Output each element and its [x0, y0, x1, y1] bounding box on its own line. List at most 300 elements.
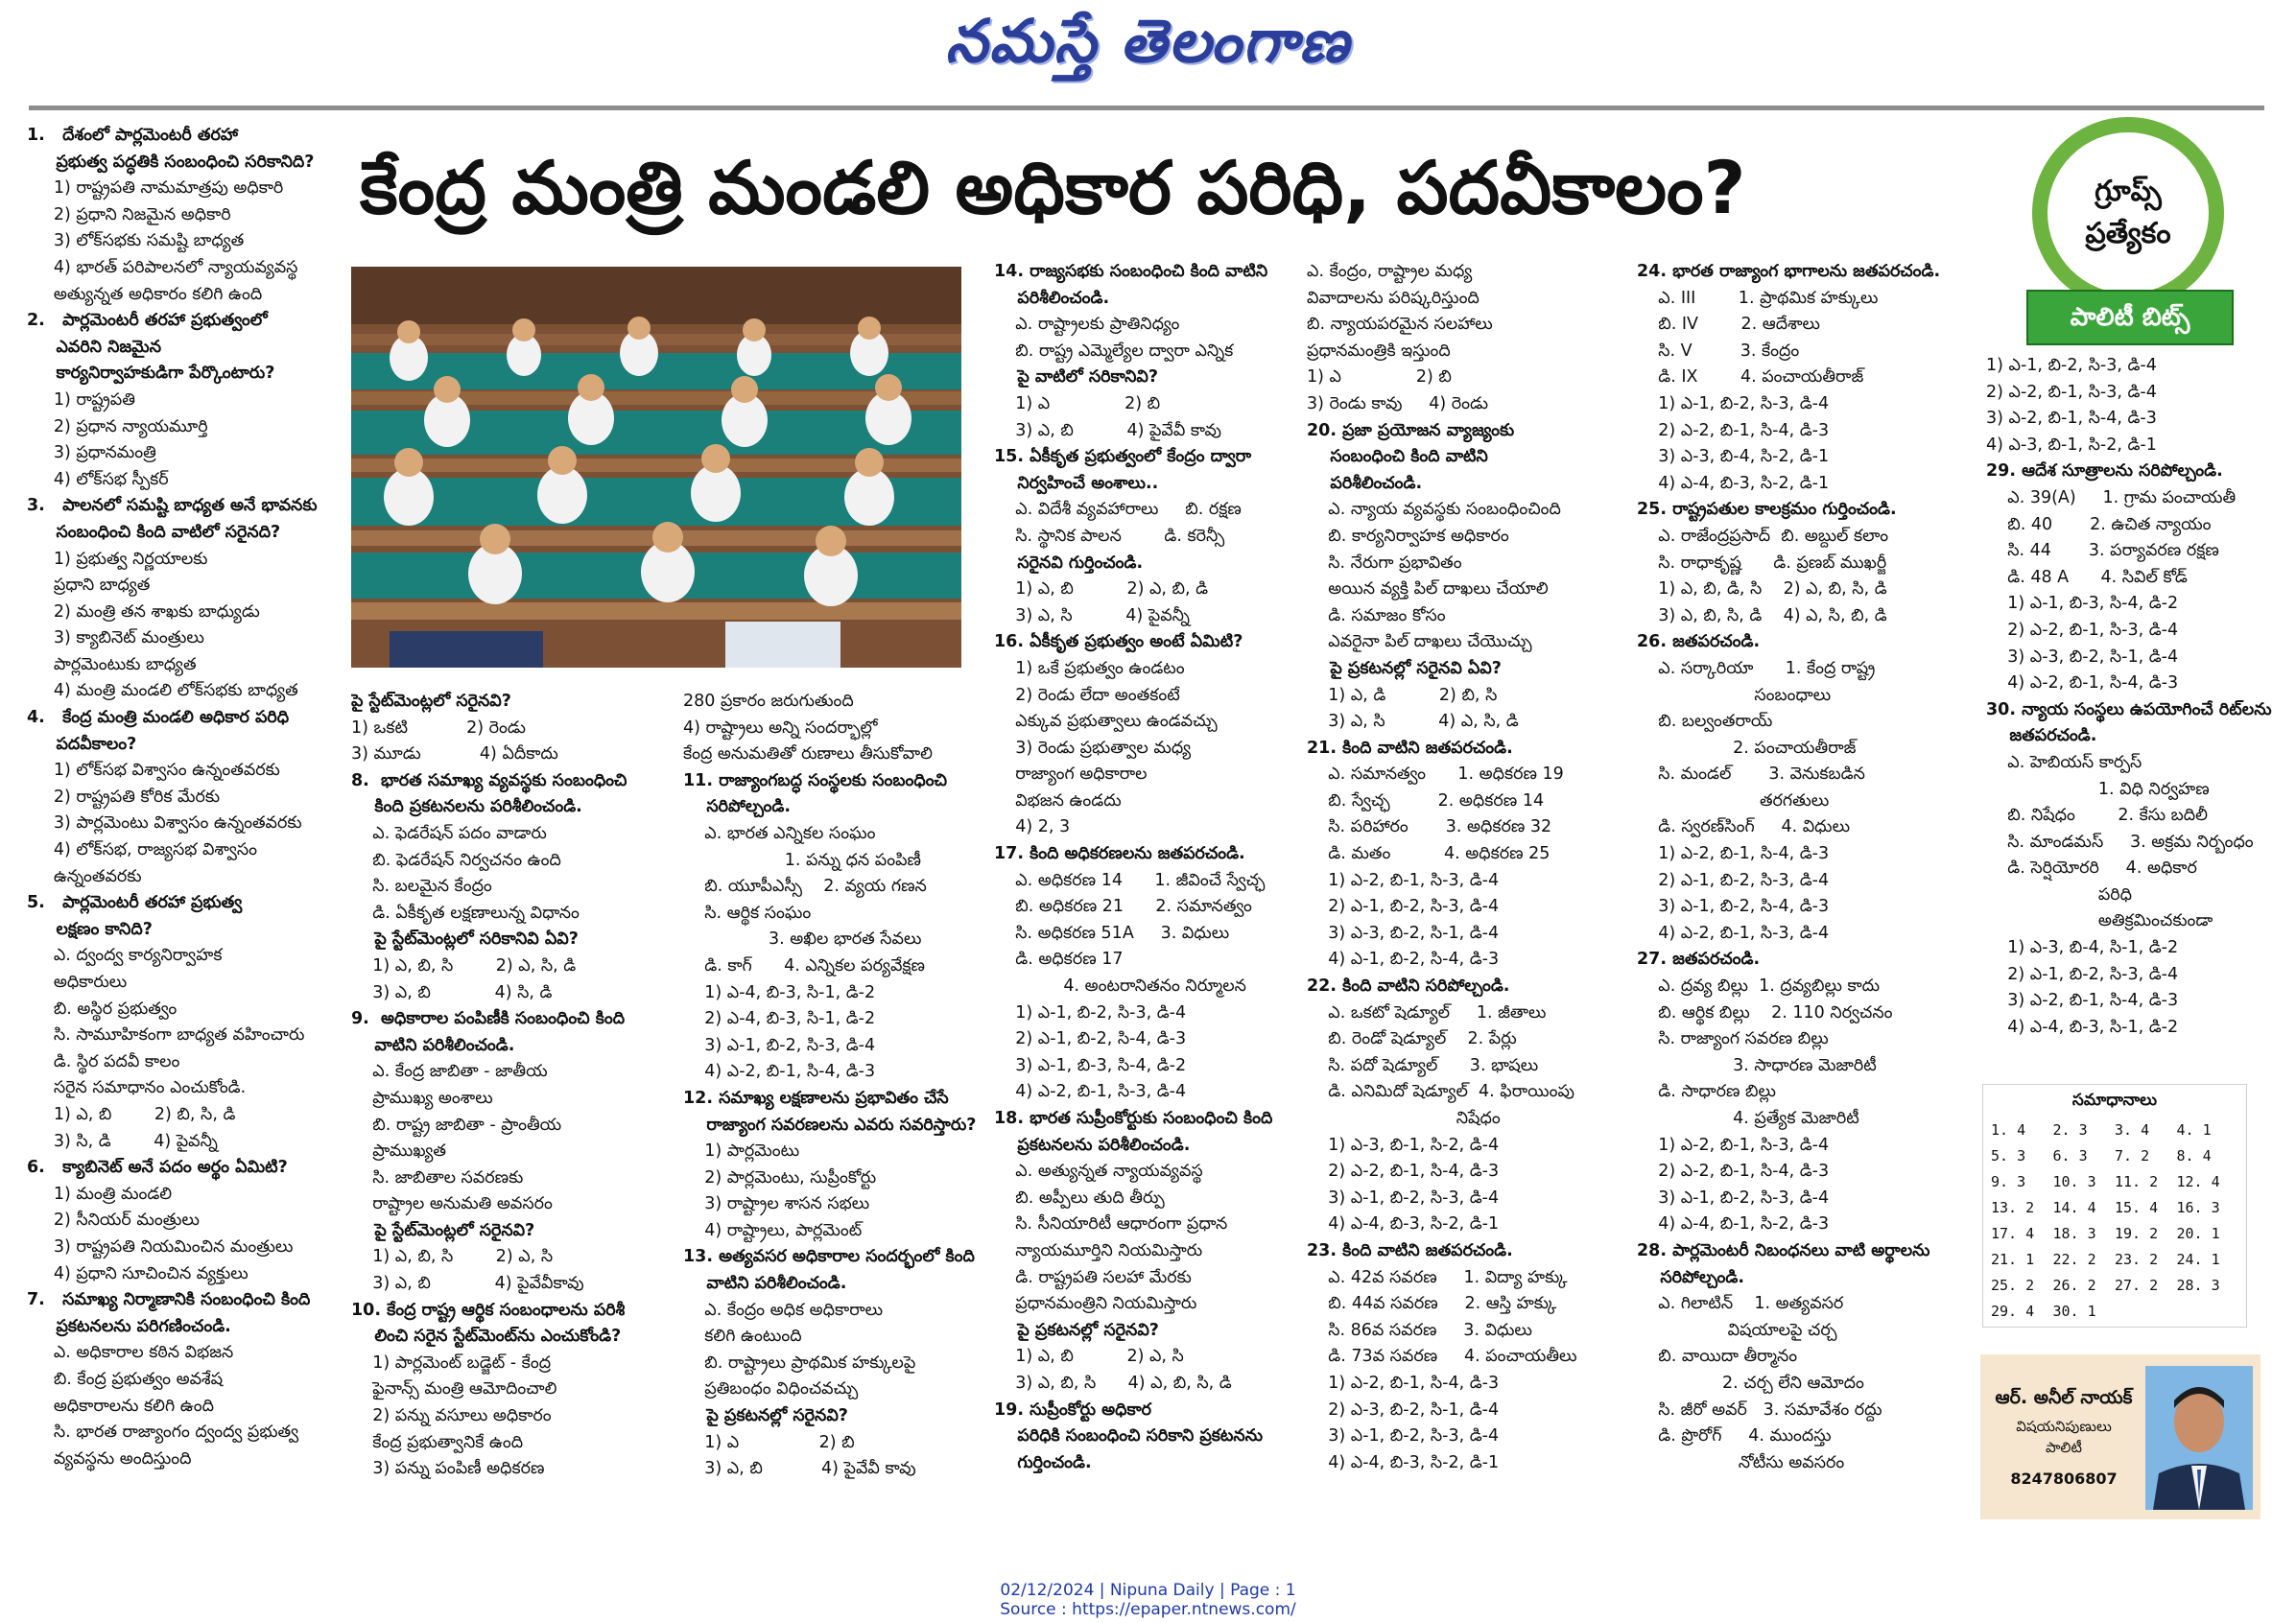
option-line: 3. అఖిల భారత సేవలు: [683, 929, 922, 950]
question-line: 5. పార్లమెంటరీ తరహా ప్రభుత్వ: [27, 893, 243, 913]
option-line: 3) ఎ-1, బి-2, సి-3, డి-4: [683, 1035, 876, 1055]
column-4: [994, 259, 1301, 1506]
answer-item: 23. 2: [2115, 1251, 2159, 1268]
option-line: డి. ఏకీకృత లక్షణాలున్న విధానం: [351, 903, 580, 923]
option-line: అతిక్రమించకుండా: [1986, 911, 2213, 931]
option-line: 3) ఎ-3, బి-2, సి-1, డి-4: [1307, 923, 1500, 943]
option-line: 3) రాష్ట్రపతి నియమించిన మంత్రులు: [27, 1236, 294, 1257]
question-line: నిర్వహించే అంశాలు..: [994, 473, 1159, 493]
option-line: బి. రాష్ట్ర ఎమ్మెల్యేల ద్వారా ఎన్నిక: [994, 341, 1234, 361]
question-line: 11. రాజ్యాంగబద్ధ సంస్థలకు సంబంధించి: [683, 770, 947, 790]
option-line: బి. IV 2. ఆదేశాలు: [1637, 315, 1820, 335]
option-line: 3) ప్రధానమంత్రి: [27, 443, 156, 463]
option-line: 1) ఎ-4, బి-3, సి-1, డి-2: [683, 982, 876, 1002]
option-line: 3) ఎ, బి 4) పైవేవీ కావు: [683, 1459, 916, 1479]
option-line: డి. కాగ్ 4. ఎన్నికల పర్యవేక్షణ: [683, 955, 926, 976]
answer-item: 8. 4: [2176, 1147, 2212, 1164]
headline: కేంద్ర మంత్రి మండలి అధికార పరిధి, పదవీకాలం?: [360, 145, 1746, 230]
option-line: బి. కార్యనిర్వాహక అధికారం: [1307, 526, 1509, 546]
option-line: ఎ. భారత ఎన్నికల సంఘం: [683, 823, 876, 843]
question-line: 18. భారత సుప్రీంకోర్టుకు సంబంధించి కింది: [994, 1109, 1273, 1128]
option-line: డి. ప్రొరోగ్ 4. ముందస్తు: [1637, 1426, 1832, 1447]
answer-item: 1. 4: [1991, 1121, 2026, 1139]
author-role: [1988, 1416, 2140, 1458]
option-line: 2. చర్చ లేని ఆమోదం: [1637, 1373, 1864, 1393]
answer-item: 18. 3: [2052, 1225, 2096, 1242]
masthead: [0, 0, 2296, 96]
option-line: 1) ఎ, బి, డి, సి 2) ఎ, బి, సి, డి: [1637, 579, 1887, 600]
option-line: సి. రాజ్యాంగ సవరణ బిల్లు: [1637, 1029, 1829, 1049]
answer-item: 16. 3: [2176, 1199, 2220, 1216]
author-name: ఆర్. అనీల్ నాయక్: [1995, 1387, 2133, 1408]
author-role-line2: పాలిటీ: [2045, 1439, 2083, 1456]
option-line: 1) ఎ-1, బి-2, సి-3, డి-4: [1986, 356, 2157, 375]
question-line: ప్రభుత్వ పద్ధతికి సంబంధించి సరికానిది?: [27, 152, 315, 172]
option-line: సి. ఆర్థిక సంఘం: [683, 903, 812, 923]
question-line: ప్రకటనలను పరిగణించండి.: [27, 1316, 231, 1336]
question-line: 30. న్యాయ సంస్థలు ఉపయోగించే రిట్‌లను: [1986, 699, 2272, 719]
question-line: 8. భారత సమాఖ్య వ్యవస్థకు సంబంధించి: [351, 770, 627, 790]
option-line: డి. స్థిర పదవీ కాలం: [27, 1051, 180, 1071]
option-line: సి. మండల్ 3. వెనుకబడిన: [1637, 764, 1865, 785]
option-line: ప్రాముఖ్య అంశాలు: [351, 1088, 493, 1108]
question-line: సరైనవి గుర్తించండి.: [994, 553, 1144, 573]
option-line: ప్రతిబంధం విధించవచ్చు: [683, 1379, 859, 1400]
badge-line1: గ్రూప్స్: [2095, 175, 2162, 208]
question-line: 26. జతపరచండి.: [1637, 632, 1761, 652]
option-line: 3) లోక్‌సభకు సమష్టి బాధ్యత: [27, 231, 245, 251]
option-line: 1) ఎ-2, బి-1, సి-3, డి-4: [1637, 1135, 1830, 1155]
option-line: డి. సాధారణ బిల్లు: [1637, 1082, 1776, 1102]
option-line: 1) ఎ, బి 2) బి, సి, డి: [27, 1104, 236, 1124]
question-line: పరిధికి సంబంధించి సరికాని ప్రకటనను: [994, 1426, 1264, 1447]
answer-item: 21. 1: [1991, 1251, 2035, 1268]
option-line: 3) ఎ-2, బి-1, సి-4, డి-3: [1986, 409, 2157, 429]
option-line: డి. సమాజం కోసం: [1307, 605, 1446, 625]
option-line: 3) ఎ-3, బి-4, సి-2, డి-1: [1637, 447, 1830, 467]
option-line: డి. సెర్షియోరరి 4. అధికార: [1986, 859, 2197, 879]
question-line: కార్యనిర్వాహకుడిగా పేర్కొంటారు?: [27, 364, 275, 384]
option-line: సంబంధాలు: [1637, 685, 1832, 705]
question-line: 21. కింది వాటిని జతపరచండి.: [1307, 738, 1513, 758]
option-line: ఎ. న్యాయ వ్యవస్థకు సంబంధించింది: [1307, 500, 1561, 520]
option-line: 1) ఎ, బి 2) ఎ, బి, డి: [994, 579, 1209, 600]
option-line: 2) ఎ-2, బి-1, సి-3, డి-4: [1986, 382, 2157, 402]
column-7: [1986, 353, 2274, 1063]
option-line: 3) ఎ-2, బి-1, సి-4, డి-3: [1986, 991, 2179, 1011]
question-line: 29. ఆదేశ సూత్రాలను సరిపోల్చండి.: [1986, 461, 2223, 482]
option-line: 2) ఎ-3, బి-2, సి-1, డి-4: [1307, 1400, 1500, 1420]
option-line: 2) ఎ-1, బి-2, సి-4, డి-3: [994, 1029, 1187, 1049]
question-line: పై ప్రకటనల్లో సరైనవి?: [683, 1406, 848, 1426]
column-1: [27, 123, 336, 1523]
answer-item: 28. 3: [2176, 1277, 2220, 1294]
author-card: [1980, 1354, 2260, 1519]
option-line: పార్లమెంటుకు బాధ్యత: [27, 654, 197, 674]
question-line: 20. ప్రజా ప్రయోజన వ్యాజ్యంకు: [1307, 420, 1515, 440]
answer-item: 22. 2: [2052, 1251, 2096, 1268]
answer-item: 30. 1: [2052, 1303, 2096, 1320]
question-line: పరిశీలించండి.: [1307, 473, 1423, 493]
question-line: లించి సరైన స్టేట్‌మెంట్‌ను ఎంచుకోండి?: [351, 1327, 622, 1347]
option-line: 2) పన్ను వసూలు అధికారం: [351, 1406, 552, 1426]
option-line: ఎ. రాజేంద్రప్రసాద్ బి. అబ్దుల్ కలాం: [1637, 526, 1889, 546]
option-line: బి. అధికరణ 21 2. సమానత్వం: [994, 897, 1252, 917]
option-line: డి. 73వ సవరణ 4. పంచాయతీలు: [1307, 1347, 1577, 1367]
option-line: బి. బల్వంతరాయ్: [1637, 712, 1773, 732]
option-line: నిషేధం: [1307, 1109, 1501, 1128]
question-line: పై వాటిలో సరికానివి?: [994, 367, 1159, 388]
option-line: 2) ఎ-2, బి-1, సి-4, డి-3: [1637, 1162, 1830, 1182]
option-line: రాజ్యాంగ అధికారాల: [994, 764, 1148, 785]
question-line: సంబంధించి కింది వాటిలో సరైనది?: [27, 522, 281, 542]
option-line: ప్రధానమంత్రిని నియమిస్తారు: [994, 1294, 1197, 1314]
option-line: బి. కేంద్ర ప్రభుత్వం అవశేష: [27, 1369, 224, 1389]
question-line: పదవీకాలం?: [27, 734, 137, 754]
answers-title: సమాధానాలు: [2071, 1091, 2158, 1110]
answer-item: 14. 4: [2052, 1199, 2096, 1216]
option-line: డి. ఎనిమిదో షెడ్యూల్ 4. ఫిరాయింపు: [1307, 1082, 1574, 1102]
question-line: పై స్టేట్‌మెంట్లలో సరికానివి ఏవి?: [351, 929, 579, 950]
option-line: 3. సాధారణ మెజారిటీ: [1637, 1055, 1877, 1075]
option-line: అయిన వ్యక్తి పిల్ దాఖలు చేయాలి: [1307, 579, 1549, 600]
option-line: అధికారాలను కలిగి ఉంది: [27, 1396, 214, 1416]
option-line: సి. సామూహికంగా బాధ్యత వహించారు: [27, 1025, 305, 1046]
option-line: సి. జీరో అవర్ 3. సమావేశం రద్దు: [1637, 1400, 1882, 1420]
answer-item: 11. 2: [2115, 1173, 2159, 1190]
option-line: 3) ఎ, బి 4) పైవేవీ కావు: [994, 420, 1221, 440]
question-line: 17. కింది అధికరణలను జతపరచండి.: [994, 844, 1245, 864]
option-line: ఎ. సర్కారియా 1. కేంద్ర రాష్ట్ర: [1637, 658, 1876, 678]
option-line: 4) మంత్రి మండలి లోక్‌సభకు బాధ్యత: [27, 681, 298, 701]
option-line: న్యాయమూర్తిని నియమిస్తారు: [994, 1240, 1203, 1260]
option-line: 3) రెండు కావు 4) రెండు: [1307, 393, 1489, 413]
author-photo: [2145, 1366, 2253, 1510]
option-line: 1) రాష్ట్రపతి నామమాత్రపు అధికారి: [27, 178, 284, 199]
badge-ribbon: పాలిటీ బిట్స్: [2026, 290, 2234, 345]
option-line: సి. భారత రాజ్యాంగం ద్వంద్వ ప్రభుత్వ: [27, 1423, 299, 1443]
option-line: ఉన్నంతవరకు: [27, 866, 142, 886]
option-line: ప్రధాని బాధ్యత: [27, 576, 151, 596]
column-3: [683, 689, 984, 1533]
question-line: 25. రాష్ట్రపతుల కాలక్రమం గుర్తించండి.: [1637, 500, 1897, 520]
masthead-title: నమస్తే తెలంగాణ: [945, 6, 1351, 76]
option-line: 1) ఎ-2, బి-1, సి-4, డి-3: [1307, 1373, 1500, 1393]
answer-item: 20. 1: [2176, 1225, 2220, 1242]
option-line: 3) ఎ, బి 4) పైవేవీకావు: [351, 1274, 584, 1294]
option-line: 1) ఎ-1, బి-3, సి-4, డి-2: [1986, 594, 2179, 614]
question-line: సరిపోల్చండి.: [683, 797, 792, 817]
question-line: 27. జతపరచండి.: [1637, 950, 1761, 970]
answer-item: 24. 1: [2176, 1251, 2220, 1268]
option-line: ఎ. కేంద్రం అధిక అధికారాలు: [683, 1300, 884, 1320]
question-line: జతపరచండి.: [1986, 726, 2097, 746]
option-line: 4) లోక్‌సభ స్పీకర్: [27, 469, 169, 489]
option-line: ఎ. హెబియస్ కార్పస్: [1986, 752, 2142, 772]
option-line: 1) ఒకటి 2) రెండు: [351, 717, 526, 738]
option-line: 3) ఎ, బి 4) సి, డి: [351, 982, 553, 1002]
option-line: అధికారులు: [27, 973, 128, 992]
option-line: 280 ప్రకారం జరుగుతుంది: [683, 692, 854, 711]
option-line: 4) ఎ-1, బి-2, సి-4, డి-3: [1307, 950, 1500, 970]
question-line: 4. కేంద్ర మంత్రి మండలి అధికార పరిధి: [27, 708, 290, 728]
option-line: 4) ఎ-4, బి-1, సి-2, డి-3: [1637, 1214, 1830, 1235]
question-line: సంబంధించి కింది వాటిని: [1307, 447, 1488, 467]
option-line: 3) ఎ-1, బి-2, సి-4, డి-3: [1637, 897, 1830, 917]
option-line: ఎ. సమానత్వం 1. అధికరణ 19: [1307, 764, 1564, 785]
option-line: వివాదాలను పరిష్కరిస్తుంది: [1307, 288, 1479, 308]
page-footer: [0, 1581, 2296, 1619]
answer-item: 15. 4: [2115, 1199, 2159, 1216]
option-line: సి. పరిహారం 3. అధికరణ 32: [1307, 817, 1552, 837]
option-line: 4) ఎ-2, బి-1, సి-4, డి-3: [1986, 673, 2179, 694]
option-line: సి. మాండమస్ 3. అక్రమ నిర్బంధం: [1986, 832, 2254, 852]
question-line: పై స్టేట్‌మెంట్లలో సరైనవి?: [351, 692, 511, 711]
question-line: 10. కేంద్ర రాష్ట్ర ఆర్థిక సంబంధాలను పరిశీ: [351, 1300, 626, 1320]
option-line: ఎ. గిలాటిన్ 1. అత్యవసర: [1637, 1294, 1844, 1314]
option-line: 4) లోక్‌సభ, రాజ్యసభ విశ్వాసం: [27, 840, 258, 860]
option-line: డి. స్వరణ్‌సింగ్ 4. విధులు: [1637, 817, 1851, 837]
option-line: 4) 2, 3: [994, 817, 1071, 837]
parliament-photo: [351, 267, 961, 668]
option-line: బి. ఫెడరేషన్ నిర్వచనం ఉంది: [351, 850, 561, 870]
question-line: సరిపోల్చండి.: [1637, 1267, 1745, 1287]
option-line: డి. 48 A 4. సివిల్ కోడ్: [1986, 567, 2188, 587]
option-line: సి. రాధాకృష్ణ డి. ప్రణబ్ ముఖర్జీ: [1637, 553, 1887, 573]
option-line: పరిధి: [1986, 884, 2132, 905]
answer-item: 6. 3: [2052, 1147, 2088, 1164]
option-line: 2) ఎ-2, బి-1, సి-4, డి-3: [1307, 1162, 1500, 1182]
option-line: రాష్ట్రాల అనుమతి అవసరం: [351, 1194, 553, 1214]
option-line: ఎ. 42వ సవరణ 1. విద్యా హక్కు: [1307, 1267, 1568, 1287]
column-2: [351, 689, 673, 1533]
option-line: ఎ. రాష్ట్రాలకు ప్రాతినిధ్యం: [994, 315, 1180, 335]
option-line: 4) ఎ-3, బి-1, సి-2, డి-1: [1986, 435, 2157, 455]
option-line: బి. రెండో షెడ్యూల్ 2. పేర్లు: [1307, 1029, 1517, 1049]
option-line: బి. వాయిదా తీర్మానం: [1637, 1347, 1798, 1367]
option-line: 2) మంత్రి తన శాఖకు బాధ్యుడు: [27, 601, 260, 622]
answers-grid: [1983, 1114, 2246, 1328]
answer-item: 7. 2: [2115, 1147, 2150, 1164]
option-line: కలిగి ఉంటుంది: [683, 1327, 802, 1347]
option-line: 3) పార్లమెంటు విశ్వాసం ఉన్నంతవరకు: [27, 813, 302, 834]
option-line: బి. 44వ సవరణ 2. ఆస్తి హక్కు: [1307, 1294, 1557, 1314]
question-line: గుర్తించండి.: [994, 1452, 1092, 1472]
option-line: 1) మంత్రి మండలి: [27, 1184, 173, 1204]
question-line: పరిశీలించండి.: [994, 288, 1110, 308]
option-line: ప్రాముఖ్యత: [351, 1141, 446, 1162]
option-line: విభజన ఉండదు: [994, 790, 1122, 811]
option-line: బి. అస్థిర ప్రభుత్వం: [27, 999, 178, 1019]
answer-item: 3. 4: [2115, 1121, 2150, 1139]
question-line: 22. కింది వాటిని సరిపోల్చండి.: [1307, 976, 1510, 997]
option-line: ఎ. 39(A) 1. గ్రామ పంచాయతీ: [1986, 487, 2237, 507]
option-line: 4. ప్రత్యేక మెజారిటీ: [1637, 1109, 1859, 1128]
question-line: 13. అత్యవసర అధికారాల సందర్భంలో కింది: [683, 1247, 975, 1267]
option-line: ఎ. అత్యున్నత న్యాయవ్యవస్థ: [994, 1162, 1203, 1182]
section-badge: [2032, 117, 2224, 347]
option-line: బి. అప్పీలు తుది తీర్పు: [994, 1188, 1165, 1208]
option-line: డి. అధికరణ 17: [994, 950, 1124, 970]
question-line: పై ప్రకటనల్లో సరైనవి?: [994, 1320, 1159, 1340]
option-line: 1) ప్రభుత్వ నిర్ణయాలకు: [27, 549, 208, 569]
option-line: 3) పన్ను పంపిణీ అధికరణ: [351, 1459, 545, 1479]
question-line: 24. భారత రాజ్యాంగ భాగాలను జతపరచండి.: [1637, 262, 1941, 281]
answer-item: 4. 1: [2176, 1121, 2212, 1139]
option-line: 3) ఎ, సి 4) ఎ, సి, డి: [1307, 712, 1519, 732]
option-line: 2) ఎ-2, బి-1, సి-4, డి-3: [1637, 420, 1830, 440]
option-line: 1) ఎ-2, బి-1, సి-4, డి-3: [1637, 844, 1830, 864]
option-line: 4. అంటరానితనం నిర్మూలన: [994, 976, 1246, 997]
option-line: 4) రాష్ట్రాలు అన్ని సందర్భాల్లో: [683, 717, 878, 738]
option-line: 3) ఎ-1, బి-2, సి-3, డి-4: [1307, 1188, 1500, 1208]
option-line: 3) సి, డి 4) పైవన్నీ: [27, 1131, 218, 1151]
question-line: వాటిని పరిశీలించండి.: [683, 1274, 847, 1294]
author-phone: 8247806807: [2010, 1470, 2118, 1488]
option-line: ఎ. ఒకటో షెడ్యూల్ 1. జీతాలు: [1307, 1002, 1547, 1023]
option-line: బి. యూపీఎస్సీ 2. వ్యయ గణన: [683, 877, 927, 897]
option-line: 1) ఎ-2, బి-1, సి-3, డి-4: [1307, 870, 1500, 890]
option-line: ఎ. కేంద్రం, రాష్ట్రాల మధ్య: [1307, 262, 1473, 281]
option-line: 4) ఎ-4, బి-3, సి-2, డి-1: [1307, 1214, 1500, 1235]
option-line: సి. నేరుగా ప్రభావితం: [1307, 553, 1462, 573]
option-line: తరగతులు: [1637, 790, 1830, 811]
question-line: 3. పాలనలో సమష్టి బాధ్యత అనే భావనకు: [27, 496, 318, 516]
option-line: ఎ. ద్వంద్వ కార్యనిర్వాహక: [27, 946, 223, 966]
option-line: 3) ఎ-1, బి-2, సి-3, డి-4: [1637, 1188, 1830, 1208]
answer-item: 12. 4: [2176, 1173, 2220, 1190]
option-line: 1) ఎ 2) బి: [1307, 367, 1452, 388]
option-line: 4) ఎ-2, బి-1, సి-3, డి-4: [994, 1082, 1187, 1102]
option-line: 4) భారత్ పరిపాలనలో న్యాయవ్యవస్థ: [27, 257, 298, 277]
option-line: 3) ఎ, బి, సి, డి 4) ఎ, సి, బి, డి: [1637, 605, 1887, 625]
footer-source: Source : https://epaper.ntnews.com/: [1000, 1600, 1296, 1619]
masthead-divider: [29, 106, 2264, 110]
question-line: 23. కింది వాటిని జతపరచండి.: [1307, 1240, 1513, 1260]
question-line: 1. దేశంలో పార్లమెంటరీ తరహా: [27, 126, 238, 145]
answer-item: 5. 3: [1991, 1147, 2026, 1164]
option-line: ఎ. III 1. ప్రాథమిక హక్కులు: [1637, 288, 1879, 308]
question-line: వాటిని పరిశీలించండి.: [351, 1035, 515, 1055]
option-line: సి. V 3. కేంద్రం: [1637, 341, 1800, 361]
option-line: 4) ప్రధాని సూచించిన వ్యక్తులు: [27, 1263, 249, 1283]
answer-item: 2. 3: [2052, 1121, 2088, 1139]
option-line: అత్యున్నత అధికారం కలిగి ఉంది: [27, 284, 263, 304]
option-line: ప్రధానమంత్రికి ఇస్తుంది: [1307, 341, 1451, 361]
option-line: 1) ఎ-1, బి-2, సి-3, డి-4: [1637, 393, 1830, 413]
option-line: 1) ఎ-3, బి-1, సి-2, డి-4: [1307, 1135, 1500, 1155]
question-line: 12. సమాఖ్య లక్షణాలను ప్రభావితం చేసే: [683, 1088, 949, 1108]
badge-inner: [2047, 132, 2209, 294]
answer-item: 19. 2: [2115, 1225, 2159, 1242]
question-line: 9. అధికారాల పంపిణీకి సంబంధించి కింది: [351, 1009, 626, 1029]
option-line: ఎ. ద్రవ్య బిల్లు 1. ద్రవ్యబిల్లు కాదు: [1637, 976, 1881, 997]
question-line: లక్షణం కానిది?: [27, 919, 153, 939]
option-line: వ్యవస్థను అందిస్తుంది: [27, 1448, 192, 1469]
option-line: 1) రాష్ట్రపతి: [27, 389, 135, 410]
option-line: సి. సీనియారిటీ ఆధారంగా ప్రధాన: [994, 1214, 1228, 1235]
option-line: 4) ఎ-4, బి-3, సి-2, డి-1: [1637, 473, 1830, 493]
option-line: బి. న్యాయపరమైన సలహాలు: [1307, 315, 1493, 335]
option-line: 4) ఎ-4, బి-3, సి-2, డి-1: [1307, 1452, 1500, 1472]
question-line: కింది ప్రకటనలను పరిశీలించండి.: [351, 797, 582, 817]
option-line: 1) ఎ, బి, సి 2) ఎ, సి, డి: [351, 955, 577, 976]
option-line: సి. 86వ సవరణ 3. విధులు: [1307, 1320, 1532, 1340]
option-line: సి. అధికరణ 51A 3. విధులు: [994, 923, 1230, 943]
question-line: 19. సుప్రీంకోర్టు అధికార: [994, 1400, 1152, 1420]
option-line: 2) పార్లమెంటు, సుప్రీంకోర్టు: [683, 1167, 877, 1188]
option-line: 2) ప్రధాని నిజమైన అధికారి: [27, 204, 231, 224]
option-line: డి. IX 4. పంచాయతీరాజ్: [1637, 367, 1864, 388]
option-line: 4) ఎ-2, బి-1, సి-4, డి-3: [683, 1062, 876, 1082]
question-line: 16. ఏకీకృత ప్రభుత్వం అంటే ఏమిటి?: [994, 632, 1243, 652]
option-line: ఎక్కువ ప్రభుత్వాలు ఉండవచ్చు: [994, 712, 1218, 732]
option-line: ఫైనాన్స్ మంత్రి ఆమోదించాలి: [351, 1379, 557, 1400]
option-line: 4) ఎ-2, బి-1, సి-3, డి-4: [1637, 923, 1830, 943]
question-line: 14. రాజ్యసభకు సంబంధించి కింది వాటిని: [994, 262, 1268, 281]
option-line: 2) రాష్ట్రపతి కోరిక మేరకు: [27, 787, 221, 807]
badge-circle: [2032, 117, 2224, 309]
option-line: కేంద్ర అనుమతితో రుణాలు తీసుకోవాలి: [683, 744, 933, 764]
question-line: రాజ్యాంగ సవరణలను ఎవరు సవరిస్తారు?: [683, 1115, 977, 1135]
option-line: ఎ. అధికారాల కఠిన విభజన: [27, 1343, 234, 1363]
option-line: 2) రెండు లేదా అంతకంటే: [994, 685, 1180, 705]
author-role-line1: విషయనిపుణులు: [2016, 1418, 2112, 1435]
column-6: [1637, 259, 1963, 1535]
parliament-photo-drawing: [351, 267, 961, 668]
option-line: నోటీసు అవసరం: [1637, 1452, 1845, 1472]
question-line: 6. క్యాబినెట్ అనే పదం అర్థం ఏమిటి?: [27, 1158, 288, 1178]
option-line: 4) రాష్ట్రాలు, పార్లమెంట్: [683, 1220, 863, 1240]
option-line: 3) రెండు ప్రభుత్వాల మధ్య: [994, 738, 1192, 758]
option-line: 2) సీనియర్ మంత్రులు: [27, 1211, 200, 1231]
option-line: 1) పార్లమెంటు: [683, 1141, 800, 1162]
option-line: బి. 40 2. ఉచిత న్యాయం: [1986, 514, 2212, 534]
option-line: 2) ఎ-1, బి-2, సి-3, డి-4: [1986, 964, 2179, 984]
answer-item: 26. 2: [2052, 1277, 2096, 1294]
question-line: 15. ఏకీకృత ప్రభుత్వంలో కేంద్రం ద్వారా: [994, 447, 1252, 467]
option-line: సి. పదో షెడ్యూల్ 3. భాషలు: [1307, 1055, 1539, 1075]
option-line: సరైన సమాధానం ఎంచుకోండి.: [27, 1078, 247, 1098]
option-line: 1. విధి నిర్వహణ: [1986, 779, 2210, 799]
option-line: బి. నిషేధం 2. కేసు బదిలీ: [1986, 806, 2208, 826]
option-line: 1. పన్ను ధన పంపిణీ: [683, 850, 921, 870]
option-line: 1) ఎ, బి, సి 2) ఎ, సి: [351, 1247, 554, 1267]
option-line: సి. స్థానిక పాలన డి. కరెన్సీ: [994, 526, 1225, 546]
question-line: పై స్టేట్‌మెంట్లలో సరైనవి?: [351, 1220, 535, 1240]
option-line: 2) ఎ-1, బి-2, సి-3, డి-4: [1637, 870, 1830, 890]
option-line: బి. ఆర్థిక బిల్లు 2. 110 నిర్వచనం: [1637, 1002, 1893, 1023]
option-line: 3) ఎ, బి, సి 4) ఎ, బి, సి, డి: [994, 1373, 1232, 1393]
option-line: 3) మూడు 4) ఏదీకాదు: [351, 744, 558, 764]
option-line: 2) ఎ-1, బి-2, సి-3, డి-4: [1307, 897, 1500, 917]
option-line: సి. 44 3. పర్యావరణ రక్షణ: [1986, 541, 2219, 561]
answer-item: 10. 3: [2052, 1173, 2096, 1190]
question-line: ప్రకటనలను పరిశీలించండి.: [994, 1135, 1191, 1155]
option-line: 2) ఎ-2, బి-1, సి-3, డి-4: [1986, 620, 2179, 640]
question-line: 2. పార్లమెంటరీ తరహా ప్రభుత్వంలో: [27, 311, 268, 331]
option-line: 1) ఎ, డి 2) బి, సి: [1307, 685, 1498, 705]
question-line: ఎవరిని నిజమైన: [27, 337, 161, 357]
option-line: సి. బలమైన కేంద్రం: [351, 877, 492, 897]
answer-item: 27. 2: [2115, 1277, 2159, 1294]
option-line: ఎ. ఫెడరేషన్ పదం వాడారు: [351, 823, 547, 843]
answer-item: 25. 2: [1991, 1277, 2035, 1294]
option-line: 1) ఎ-3, బి-4, సి-1, డి-2: [1986, 938, 2179, 958]
option-line: ఎ. అధికరణ 14 1. జీవించే స్వేచ్ఛ: [994, 870, 1266, 890]
option-line: 1) ఒకే ప్రభుత్వం ఉండటం: [994, 658, 1185, 678]
answer-item: 17. 4: [1991, 1225, 2035, 1242]
